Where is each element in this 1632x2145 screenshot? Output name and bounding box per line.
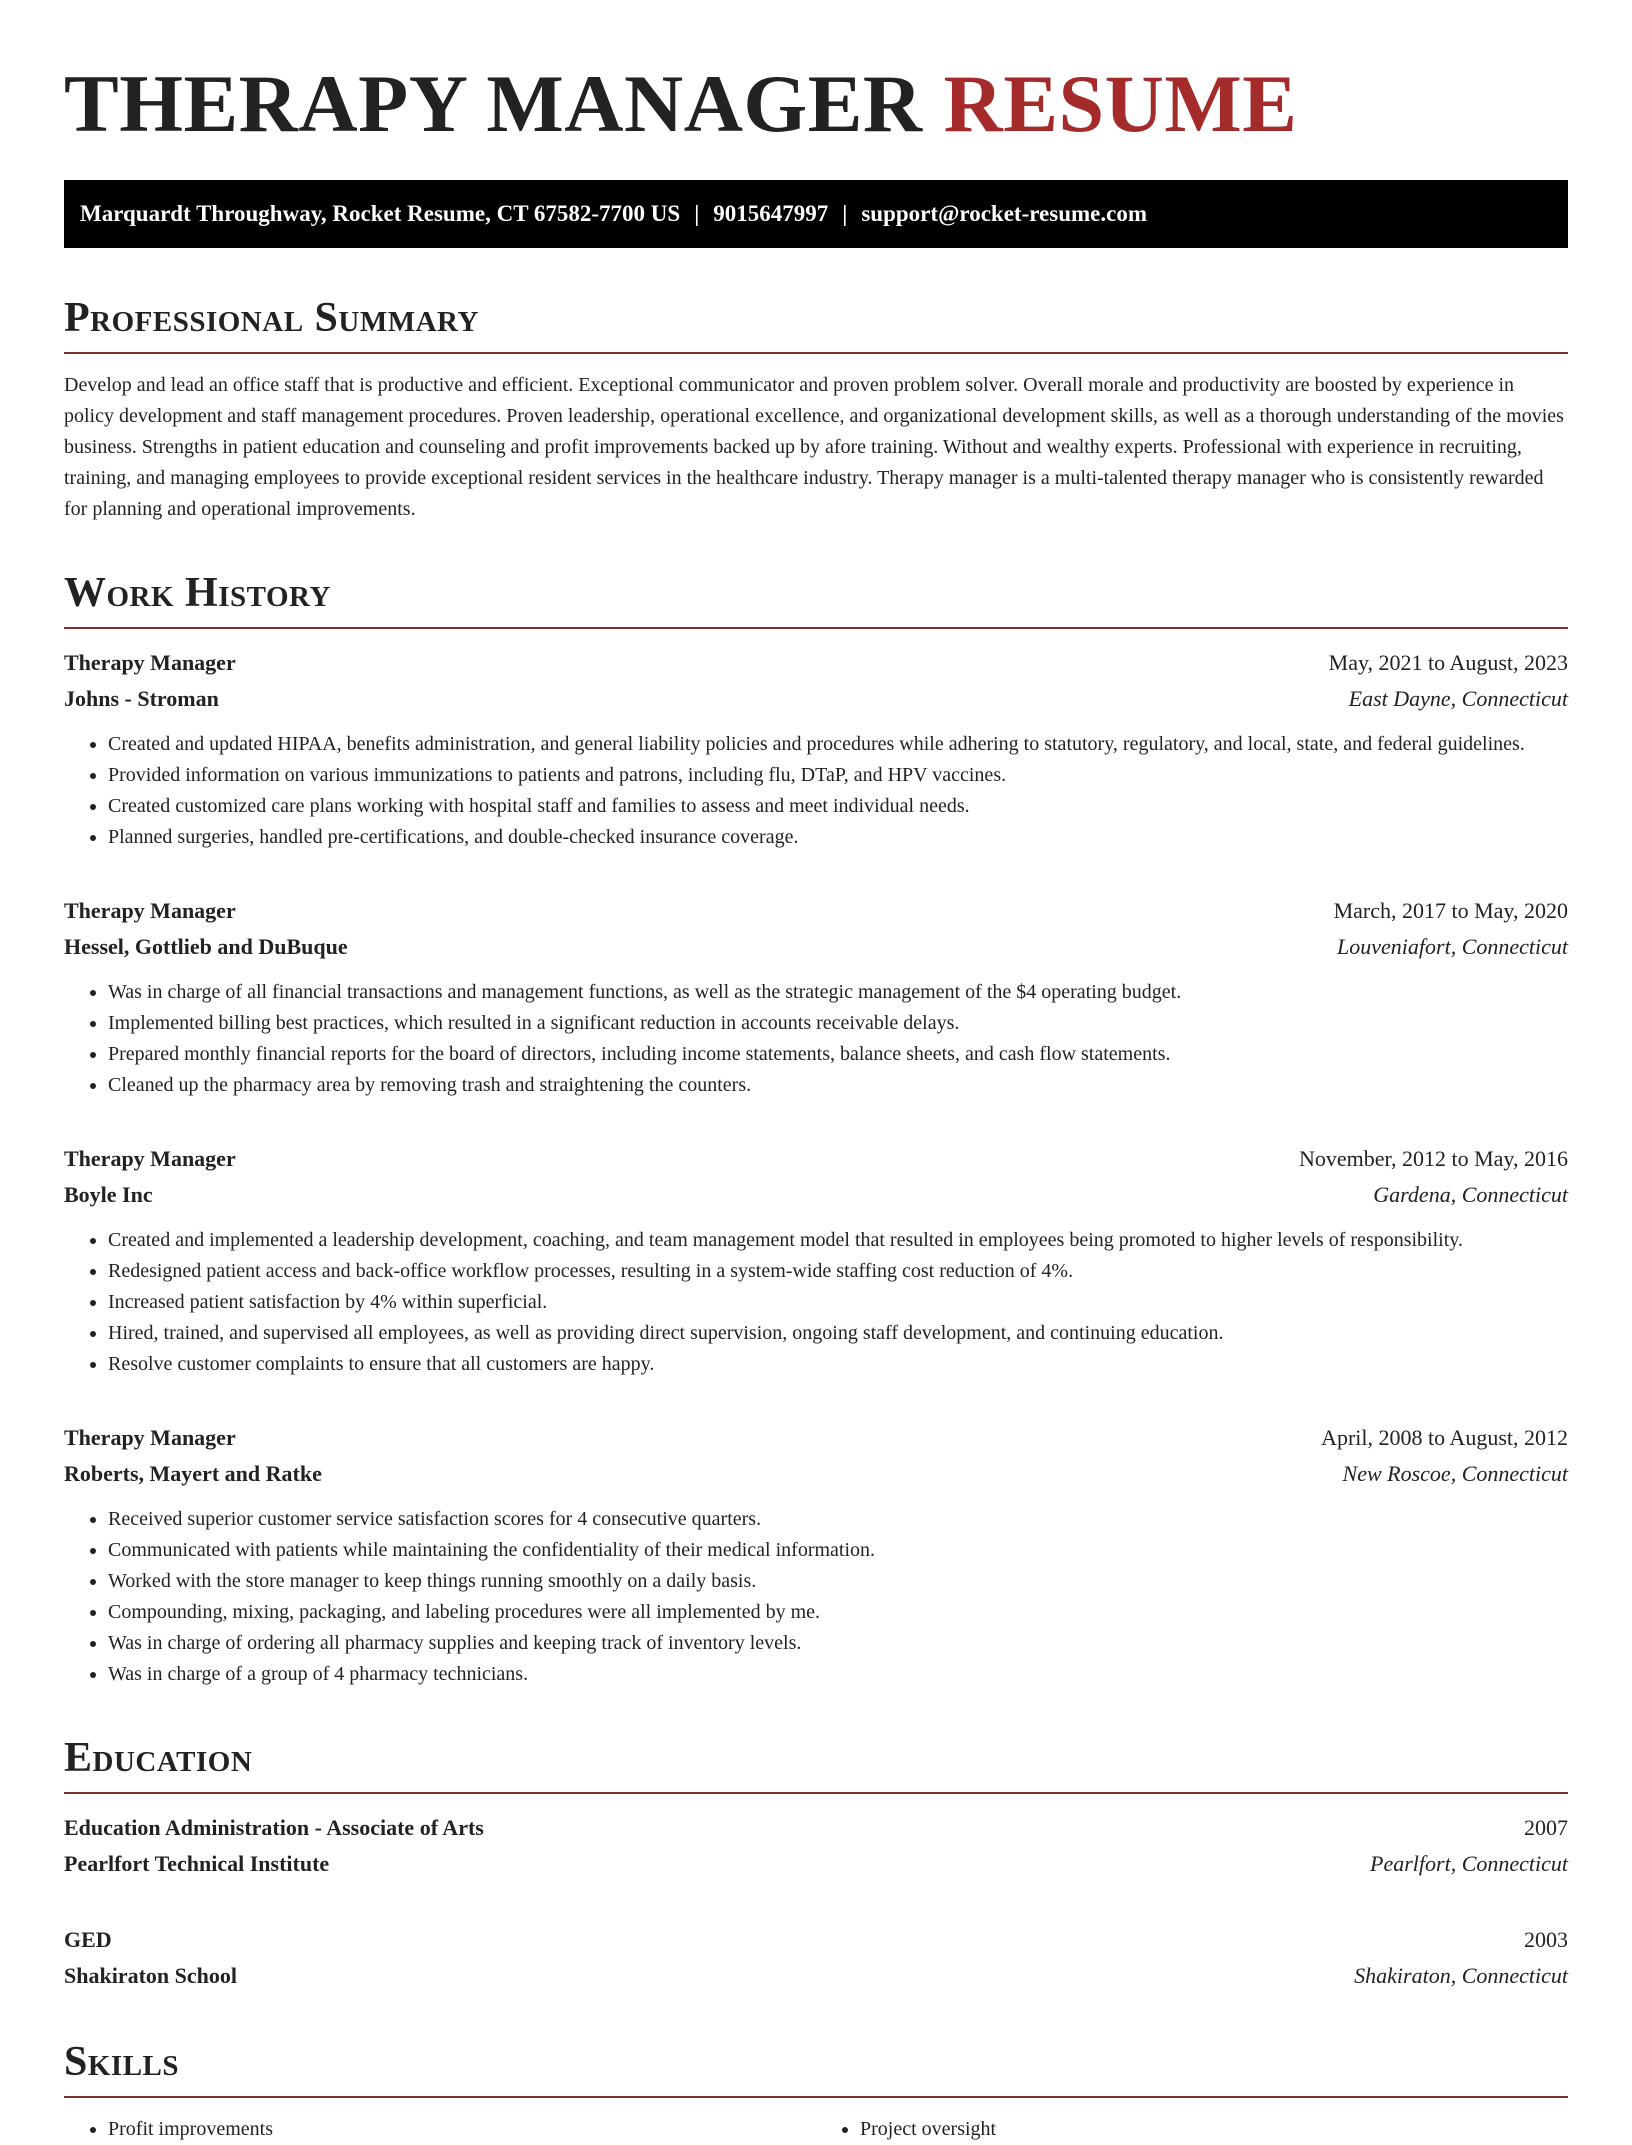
job-entry: [64, 645, 1568, 853]
education-location: Shakiraton, Connecticut: [1354, 1963, 1568, 1988]
contact-address: Marquardt Throughway, Rocket Resume, CT 67582-7700 US: [80, 201, 681, 226]
job-company: Hessel, Gottlieb and DuBuque: [64, 934, 348, 959]
work-history-section: [64, 569, 1568, 1690]
job-bullet: • Worked with the store manager to keep things running smoothly on a daily basis.: [108, 1566, 1568, 1597]
job-bullet: • Was in charge of ordering all pharmacy supplies and keeping track of inventory levels.: [108, 1628, 1568, 1659]
resume-title: [64, 0, 1568, 152]
job-entry: [64, 1141, 1568, 1380]
skills-heading: Skills: [64, 2039, 180, 2085]
job-bullet: • Planned surgeries, handled pre-certifications, and double-checked insurance coverage.: [108, 822, 1568, 853]
section-divider: [64, 2096, 1568, 2098]
job-bullet: • Created and updated HIPAA, benefits administration, and general liability policies and procedures while adhering to statutory, regulatory, and local, state, and federal guidelines.: [108, 729, 1568, 760]
education-degree-row: [64, 1922, 1568, 1958]
job-location: East Dayne, Connecticut: [1348, 686, 1568, 711]
job-header-row: [64, 893, 1568, 929]
job-company: Johns - Stroman: [64, 686, 219, 711]
skills-column-left: [64, 2114, 816, 2145]
job-bullet: • Resolve customer complaints to ensure that all customers are happy.: [108, 1349, 1568, 1380]
education-section: [64, 1734, 1568, 1994]
job-bullet: • Created and implemented a leadership development, coaching, and team management model that resulted in employees being promoted to higher levels of responsibility.: [108, 1225, 1568, 1256]
job-bullet: • Increased patient satisfaction by 4% within superficial.: [108, 1287, 1568, 1318]
education-school-row: [64, 1846, 1568, 1882]
job-header-row: [64, 1420, 1568, 1456]
education-school: Shakiraton School: [64, 1963, 237, 1988]
contact-email: support@rocket-resume.com: [861, 201, 1147, 226]
job-company-row: [64, 681, 1568, 717]
job-title: Therapy Manager: [64, 898, 236, 923]
contact-separator: |: [694, 201, 700, 226]
job-header-row: [64, 1141, 1568, 1177]
job-title: Therapy Manager: [64, 1146, 236, 1171]
job-dates: April, 2008 to August, 2012: [1321, 1425, 1568, 1450]
summary-text: Develop and lead an office staff that is productive and efficient. Exceptional communicator and proven problem solver. Overall morale and productivity are boosted by experience in policy development and staff management procedures. Proven leadership, operational excellence, and organizational development skills, as well as a thorough understanding of the movies business. Strengths in patient education and counseling and profit improvements backed up by afore training. Without and wealthy experts. Professional with experience in recruiting, training, and managing employees to provide exceptional resident services in the healthcare industry. Therapy manager is a multi-talented therapy manager who is consistently rewarded for planning and operational improvements.: [64, 374, 1564, 520]
section-divider: [64, 1792, 1568, 1794]
contact-phone: 9015647997: [713, 201, 829, 226]
job-bullets: [64, 729, 1568, 853]
education-degree: Education Administration - Associate of Arts: [64, 1815, 484, 1840]
job-bullet: • Provided information on various immunizations to patients and patrons, including flu, DTaP, and HPV vaccines.: [108, 760, 1568, 791]
contact-separator: |: [842, 201, 848, 226]
job-bullet: • Created customized care plans working with hospital staff and families to assess and meet individual needs.: [108, 791, 1568, 822]
section-divider: [64, 627, 1568, 629]
job-location: Gardena, Connecticut: [1373, 1182, 1568, 1207]
education-year: 2003: [1524, 1927, 1568, 1952]
work-history-heading: Work History: [64, 570, 331, 616]
resume-title-main: THERAPY MANAGER: [64, 58, 923, 149]
education-heading: Education: [64, 1735, 253, 1781]
job-dates: March, 2017 to May, 2020: [1333, 898, 1568, 923]
job-entry: [64, 1420, 1568, 1690]
summary-heading: Professional Summary: [64, 295, 479, 341]
job-bullet: • Received superior customer service satisfaction scores for 4 consecutive quarters.: [108, 1504, 1568, 1535]
education-degree: GED: [64, 1927, 112, 1952]
section-divider: [64, 352, 1568, 354]
job-bullet: • Was in charge of a group of 4 pharmacy technicians.: [108, 1659, 1568, 1690]
job-bullet: • Redesigned patient access and back-office workflow processes, resulting in a system-wide staffing cost reduction of 4%.: [108, 1256, 1568, 1287]
education-year: 2007: [1524, 1815, 1568, 1840]
education-entry: [64, 1810, 1568, 1882]
resume-page: [64, 0, 1568, 2145]
job-location: Louveniafort, Connecticut: [1337, 934, 1568, 959]
job-dates: May, 2021 to August, 2023: [1328, 650, 1568, 675]
skill-item: • Project oversight: [860, 2114, 1568, 2145]
job-company: Boyle Inc: [64, 1182, 153, 1207]
education-school-row: [64, 1958, 1568, 1994]
job-bullet: • Implemented billing best practices, which resulted in a significant reduction in accounts receivable delays.: [108, 1008, 1568, 1039]
skills-section: [64, 2038, 1568, 2145]
job-company: Roberts, Mayert and Ratke: [64, 1461, 322, 1486]
job-bullets: [64, 977, 1568, 1101]
job-bullet: • Hired, trained, and supervised all employees, as well as providing direct supervision, ongoing staff development, and continuing education.: [108, 1318, 1568, 1349]
job-dates: November, 2012 to May, 2016: [1299, 1146, 1568, 1171]
job-title: Therapy Manager: [64, 650, 236, 675]
education-school: Pearlfort Technical Institute: [64, 1851, 330, 1876]
skill-item: • Profit improvements: [108, 2114, 816, 2145]
education-degree-row: [64, 1810, 1568, 1846]
job-company-row: [64, 1177, 1568, 1213]
job-bullet: • Prepared monthly financial reports for the board of directors, including income statements, balance sheets, and cash flow statements.: [108, 1039, 1568, 1070]
job-bullet: • Cleaned up the pharmacy area by removing trash and straightening the counters.: [108, 1070, 1568, 1101]
job-company-row: [64, 1456, 1568, 1492]
skills-column-right: [816, 2114, 1568, 2145]
job-bullets: [64, 1504, 1568, 1690]
job-entry: [64, 893, 1568, 1101]
education-location: Pearlfort, Connecticut: [1370, 1851, 1568, 1876]
summary-section: [64, 294, 1568, 525]
resume-title-accent: RESUME: [943, 58, 1298, 149]
job-bullets: [64, 1225, 1568, 1380]
job-title: Therapy Manager: [64, 1425, 236, 1450]
education-entry: [64, 1922, 1568, 1994]
contact-bar: [64, 180, 1568, 248]
skills-grid: [64, 2114, 1568, 2145]
job-bullet: • Communicated with patients while maintaining the confidentiality of their medical information.: [108, 1535, 1568, 1566]
job-bullet: • Compounding, mixing, packaging, and labeling procedures were all implemented by me.: [108, 1597, 1568, 1628]
job-bullet: • Was in charge of all financial transactions and management functions, as well as the strategic management of the $4 operating budget.: [108, 977, 1568, 1008]
job-header-row: [64, 645, 1568, 681]
job-company-row: [64, 929, 1568, 965]
job-location: New Roscoe, Connecticut: [1342, 1461, 1568, 1486]
